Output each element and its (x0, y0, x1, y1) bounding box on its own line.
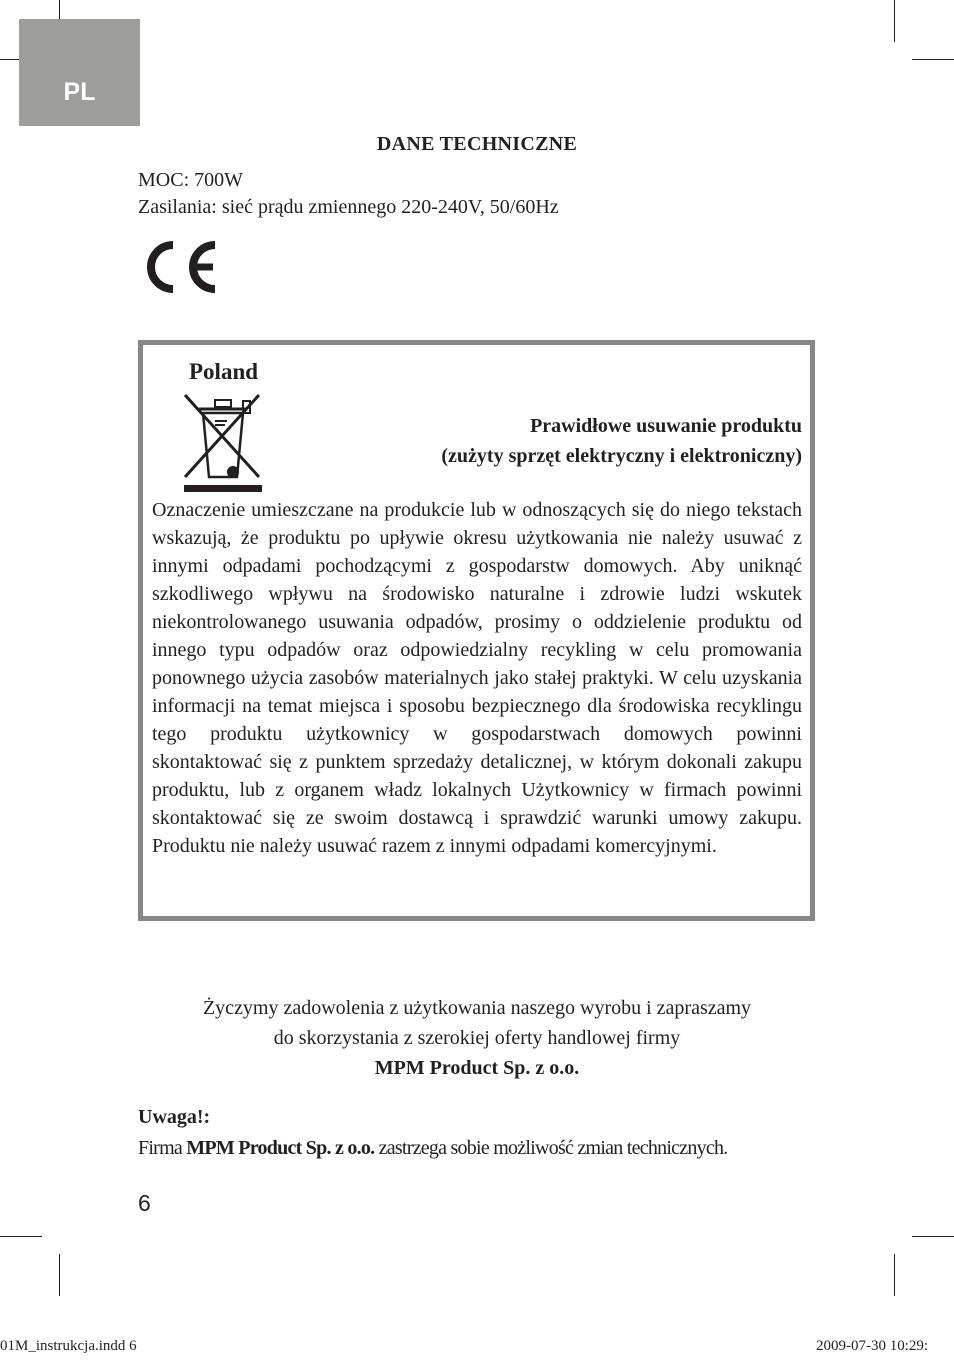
disposal-title (441, 411, 802, 471)
spec-power: MOC: 700W (138, 169, 243, 191)
note-suffix: zastrzega sobie możliwość zmian technicznych. (374, 1137, 728, 1159)
section-title: DANE TECHNICZNE (376, 133, 578, 155)
ce-mark-icon (138, 237, 218, 297)
crop-mark (894, 1254, 895, 1296)
note-heading: Uwaga!: (138, 1106, 211, 1128)
crop-mark (0, 1236, 42, 1237)
note-text (138, 1137, 728, 1160)
disposal-title-line1: Prawidłowe usuwanie produktu (530, 415, 802, 437)
country-label: Poland (189, 359, 259, 384)
print-slug-timestamp: 2009-07-30 10:29: (816, 1338, 929, 1354)
crop-mark (912, 1236, 954, 1237)
closing-message (0, 993, 954, 1083)
crop-mark (894, 0, 895, 42)
page-number: 6 (138, 1190, 151, 1216)
closing-line1: Życzymy zadowolenia z użytkowania naszego wyrobu i zapraszamy (202, 997, 752, 1019)
note-prefix: Firma (138, 1137, 187, 1159)
disposal-info-box (138, 340, 815, 921)
language-tab: PL (19, 19, 140, 126)
crop-mark (59, 1254, 60, 1296)
spec-supply: Zasilania: sieć prądu zmiennego 220-240V, 50/60Hz (138, 196, 559, 218)
note-company: MPM Product Sp. z o.o. (186, 1137, 375, 1159)
closing-line2: do skorzystania z szerokiej oferty handlowej firmy (273, 1027, 681, 1049)
print-slug-filename: 01M_instrukcja.indd 6 (0, 1338, 137, 1354)
disposal-title-line2: (zużyty sprzęt elektryczny i elektroniczny) (441, 445, 802, 467)
crop-mark (912, 59, 954, 60)
closing-company: MPM Product Sp. z o.o. (374, 1057, 580, 1079)
crossed-out-wheelie-bin-icon (181, 391, 267, 495)
disposal-body-text: Oznaczenie umieszczane na produkcie lub w odnoszących się do niego tekstach wskazują, że produktu po upływie okresu użytkowania nie należy usuwać z innymi odpadami pochodzącymi z gospodarstw domowych. Aby uniknąć szkodliwego wpływu na środowisko naturalne i zdrowie ludzi wskutek niekontrolowanego usuwania odpadów, prosimy o oddzielenie produktu od innego typu odpadów oraz odpowiedzialny recykling w celu promowania ponownego użycia zasobów materialnych jako stałej praktyki. W celu uzyskania informacji na temat miejsca i sposobu bezpiecznego dla środowiska recyklingu tego produktu użytkownicy w gospodarstwach domowych powinni skontaktować się z punktem sprzedaży detalicznej, w którym dokonali zakupu produktu, lub z organem władz lokalnych Użytkownicy w firmach powinni skontaktować się ze swoim dostawcą i sprawdzić warunki umowy zakupu. Produktu nie należy usuwać razem z innymi odpadami komercyjnymi. (152, 499, 802, 857)
